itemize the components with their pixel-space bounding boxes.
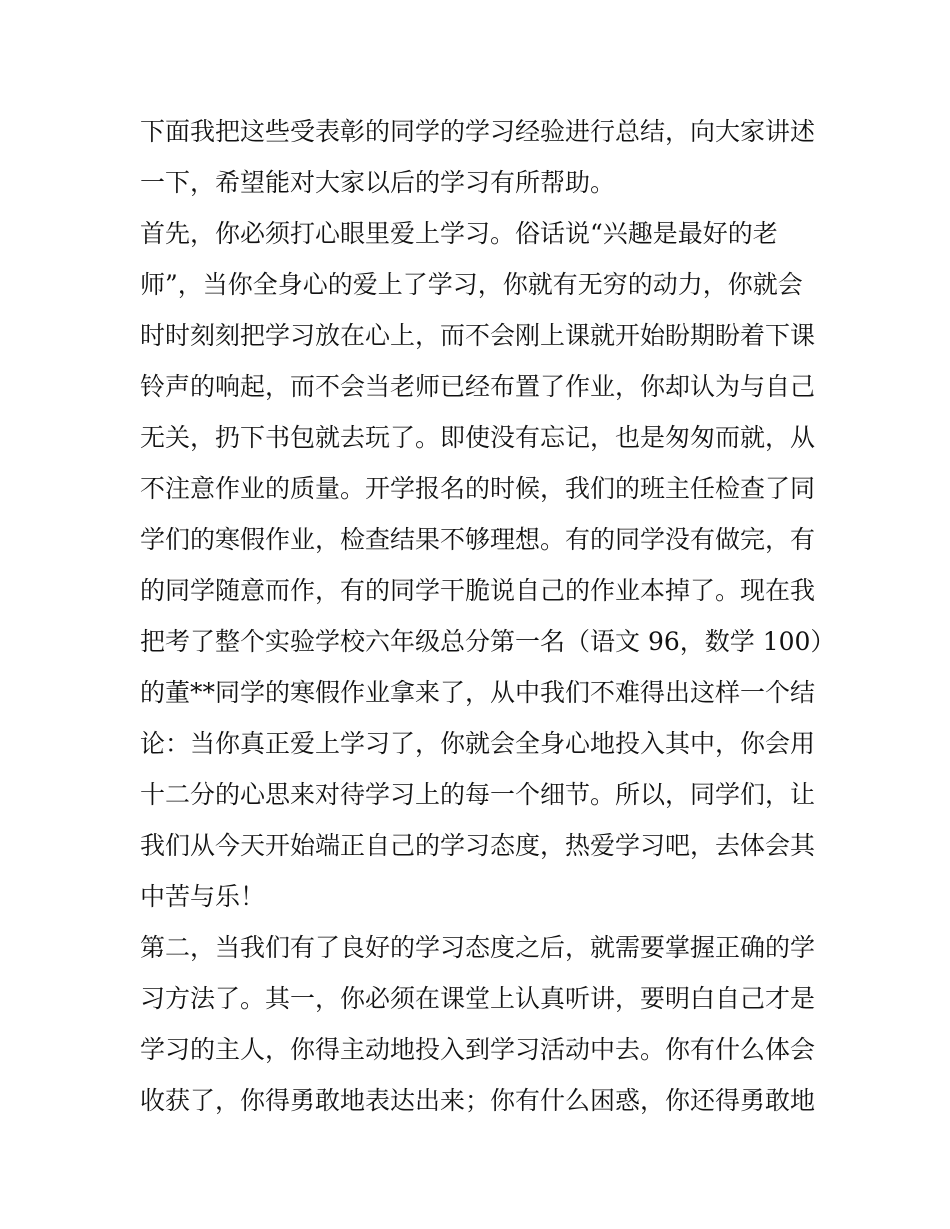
text-line: 十二分的心思来对待学习上的每一个细节。所以，同学们，让 bbox=[140, 780, 816, 809]
text-line: 下面我把这些受表彰的同学的学习经验进行总结，向大家讲述 bbox=[140, 117, 816, 146]
text-line: 一下，希望能对大家以后的学习有所帮助。 bbox=[140, 168, 616, 197]
text-line: 收获了，你得勇敢地表达出来；你有什么困惑，你还得勇敢地 bbox=[140, 1086, 816, 1115]
text-line: 中苦与乐！ bbox=[140, 882, 266, 911]
text-line: 时时刻刻把学习放在心上，而不会刚上课就开始盼期盼着下课 bbox=[140, 321, 816, 350]
text-line: 师”，当你全身心的爱上了学习，你就有无穷的动力，你就会 bbox=[140, 270, 803, 299]
text-line: 首先，你必须打心眼里爱上学习。俗话说“兴趣是最好的老 bbox=[140, 219, 778, 248]
text-line: 把考了整个实验学校六年级总分第一名（语文 96，数学 100） bbox=[140, 627, 836, 656]
text-line: 的同学随意而作，有的同学干脆说自己的作业本掉了。现在我 bbox=[140, 576, 816, 605]
text-line: 第二，当我们有了良好的学习态度之后，就需要掌握正确的学 bbox=[140, 933, 816, 962]
text-line: 铃声的响起，而不会当老师已经布置了作业，你却认为与自己 bbox=[140, 372, 816, 401]
text-line: 无关，扔下书包就去玩了。即使没有忘记，也是匆匆而就，从 bbox=[140, 423, 816, 452]
text-line: 我们从今天开始端正自己的学习态度，热爱学习吧，去体会其 bbox=[140, 831, 816, 860]
text-line: 学们的寒假作业，检查结果不够理想。有的同学没有做完，有 bbox=[140, 525, 816, 554]
text-line: 论：当你真正爱上学习了，你就会全身心地投入其中，你会用 bbox=[140, 729, 816, 758]
text-line: 学习的主人，你得主动地投入到学习活动中去。你有什么体会 bbox=[140, 1035, 816, 1064]
text-line: 的董**同学的寒假作业拿来了，从中我们不难得出这样一个结 bbox=[140, 678, 816, 707]
text-line: 不注意作业的质量。开学报名的时候，我们的班主任检查了同 bbox=[140, 474, 816, 503]
body-text bbox=[140, 106, 836, 1126]
text-line: 习方法了。其一，你必须在课堂上认真听讲，要明白自己才是 bbox=[140, 984, 816, 1013]
